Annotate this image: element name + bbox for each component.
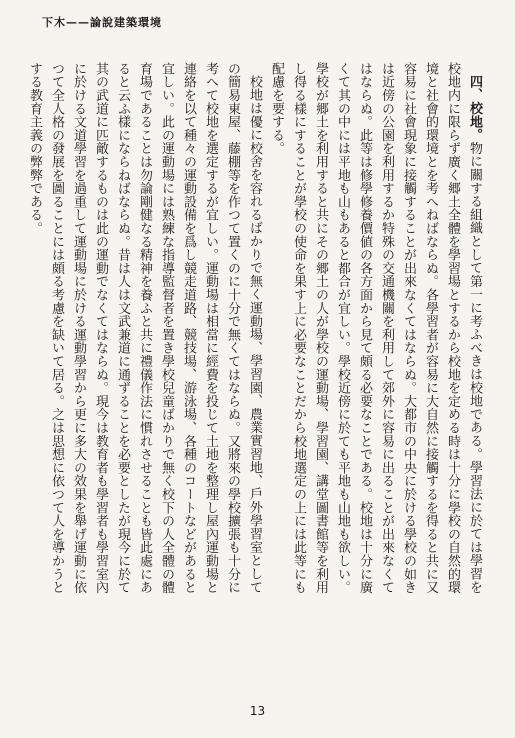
paragraph (265, 62, 485, 602)
paragraph-text: 物に關する組織として第一に考ふべきは校地である。學習法に於ては學習を校地内に限らず廣く郷土全體を學習場とするから校地を定める時は十分に學校の自然的環境と社會的環境とを考へねばならぬ。各學習者が容易に大自然に接觸するを得ると共に又容易に社會現象に接觸することが出來なくてはならぬ。大都市の中央に於ける學校の如きは近傍の公園を利用するか特殊の交通機關を利用して郊外に容易に出ることが出來なくてはならぬ。此等は修學修養價値の各方面から見て頗る必要なことである。校地は十分に廣くて其の中には平地も山もあると都合が宜しい。學校近傍に於ても平地も山地も欲しい。學校が郷土を利用すると共にその郷土の人が學校の運動場、學習園、講堂圖書館等を利用し得る樣にすることが學校の使命を果す上に必要なことだから校地選定の上には此等にも配慮を要する。 (269, 62, 482, 594)
body-text (27, 62, 485, 602)
paragraph (23, 62, 265, 602)
paragraph-text: 校地は優に校舍を容れるばかりで無く運動場、學習園、農業實習地、戶外學習室としての簡易東屋、藤棚等を作つて置くのに十分で無くてはならぬ。又將來の學校擴張も十分に考へて校地を選定するが宜しい。運動場は相當に經費を投じて土地を整理し屋內運動場と連絡を以て種々の運動設備を爲し競走道路、競技場、游泳場、各種のコートなどがあると宜しい。此の運動場には熟練な指導監督者を置き學校兒童ばかりで無く校下の人全體の體育場であることは勿論剛健なる精神を養ふと共に禮儀作法に慣れさせることも皆此處にあると云ふ樣にならねばならぬ。昔は人は文武兼道に通ずることを必要としたが現今に於て其の武道に匹敵するものは此の運動でなくてはならぬ。現今は教育者も學習者も學習室內に於ける文道學習を過重して運動場に於ける運動學習から更に多大の效果を舉げ運動に依つて全人格の發展を圖ることには頗る考慮を缺いて居る。之は思想に依つて人を導かうとする教育主義の弊弊である。 (27, 62, 262, 594)
running-header: 下木——論說建築環境 (42, 16, 162, 29)
page-number: 13 (249, 704, 266, 718)
section-heading: 四、校地。 (467, 75, 482, 142)
